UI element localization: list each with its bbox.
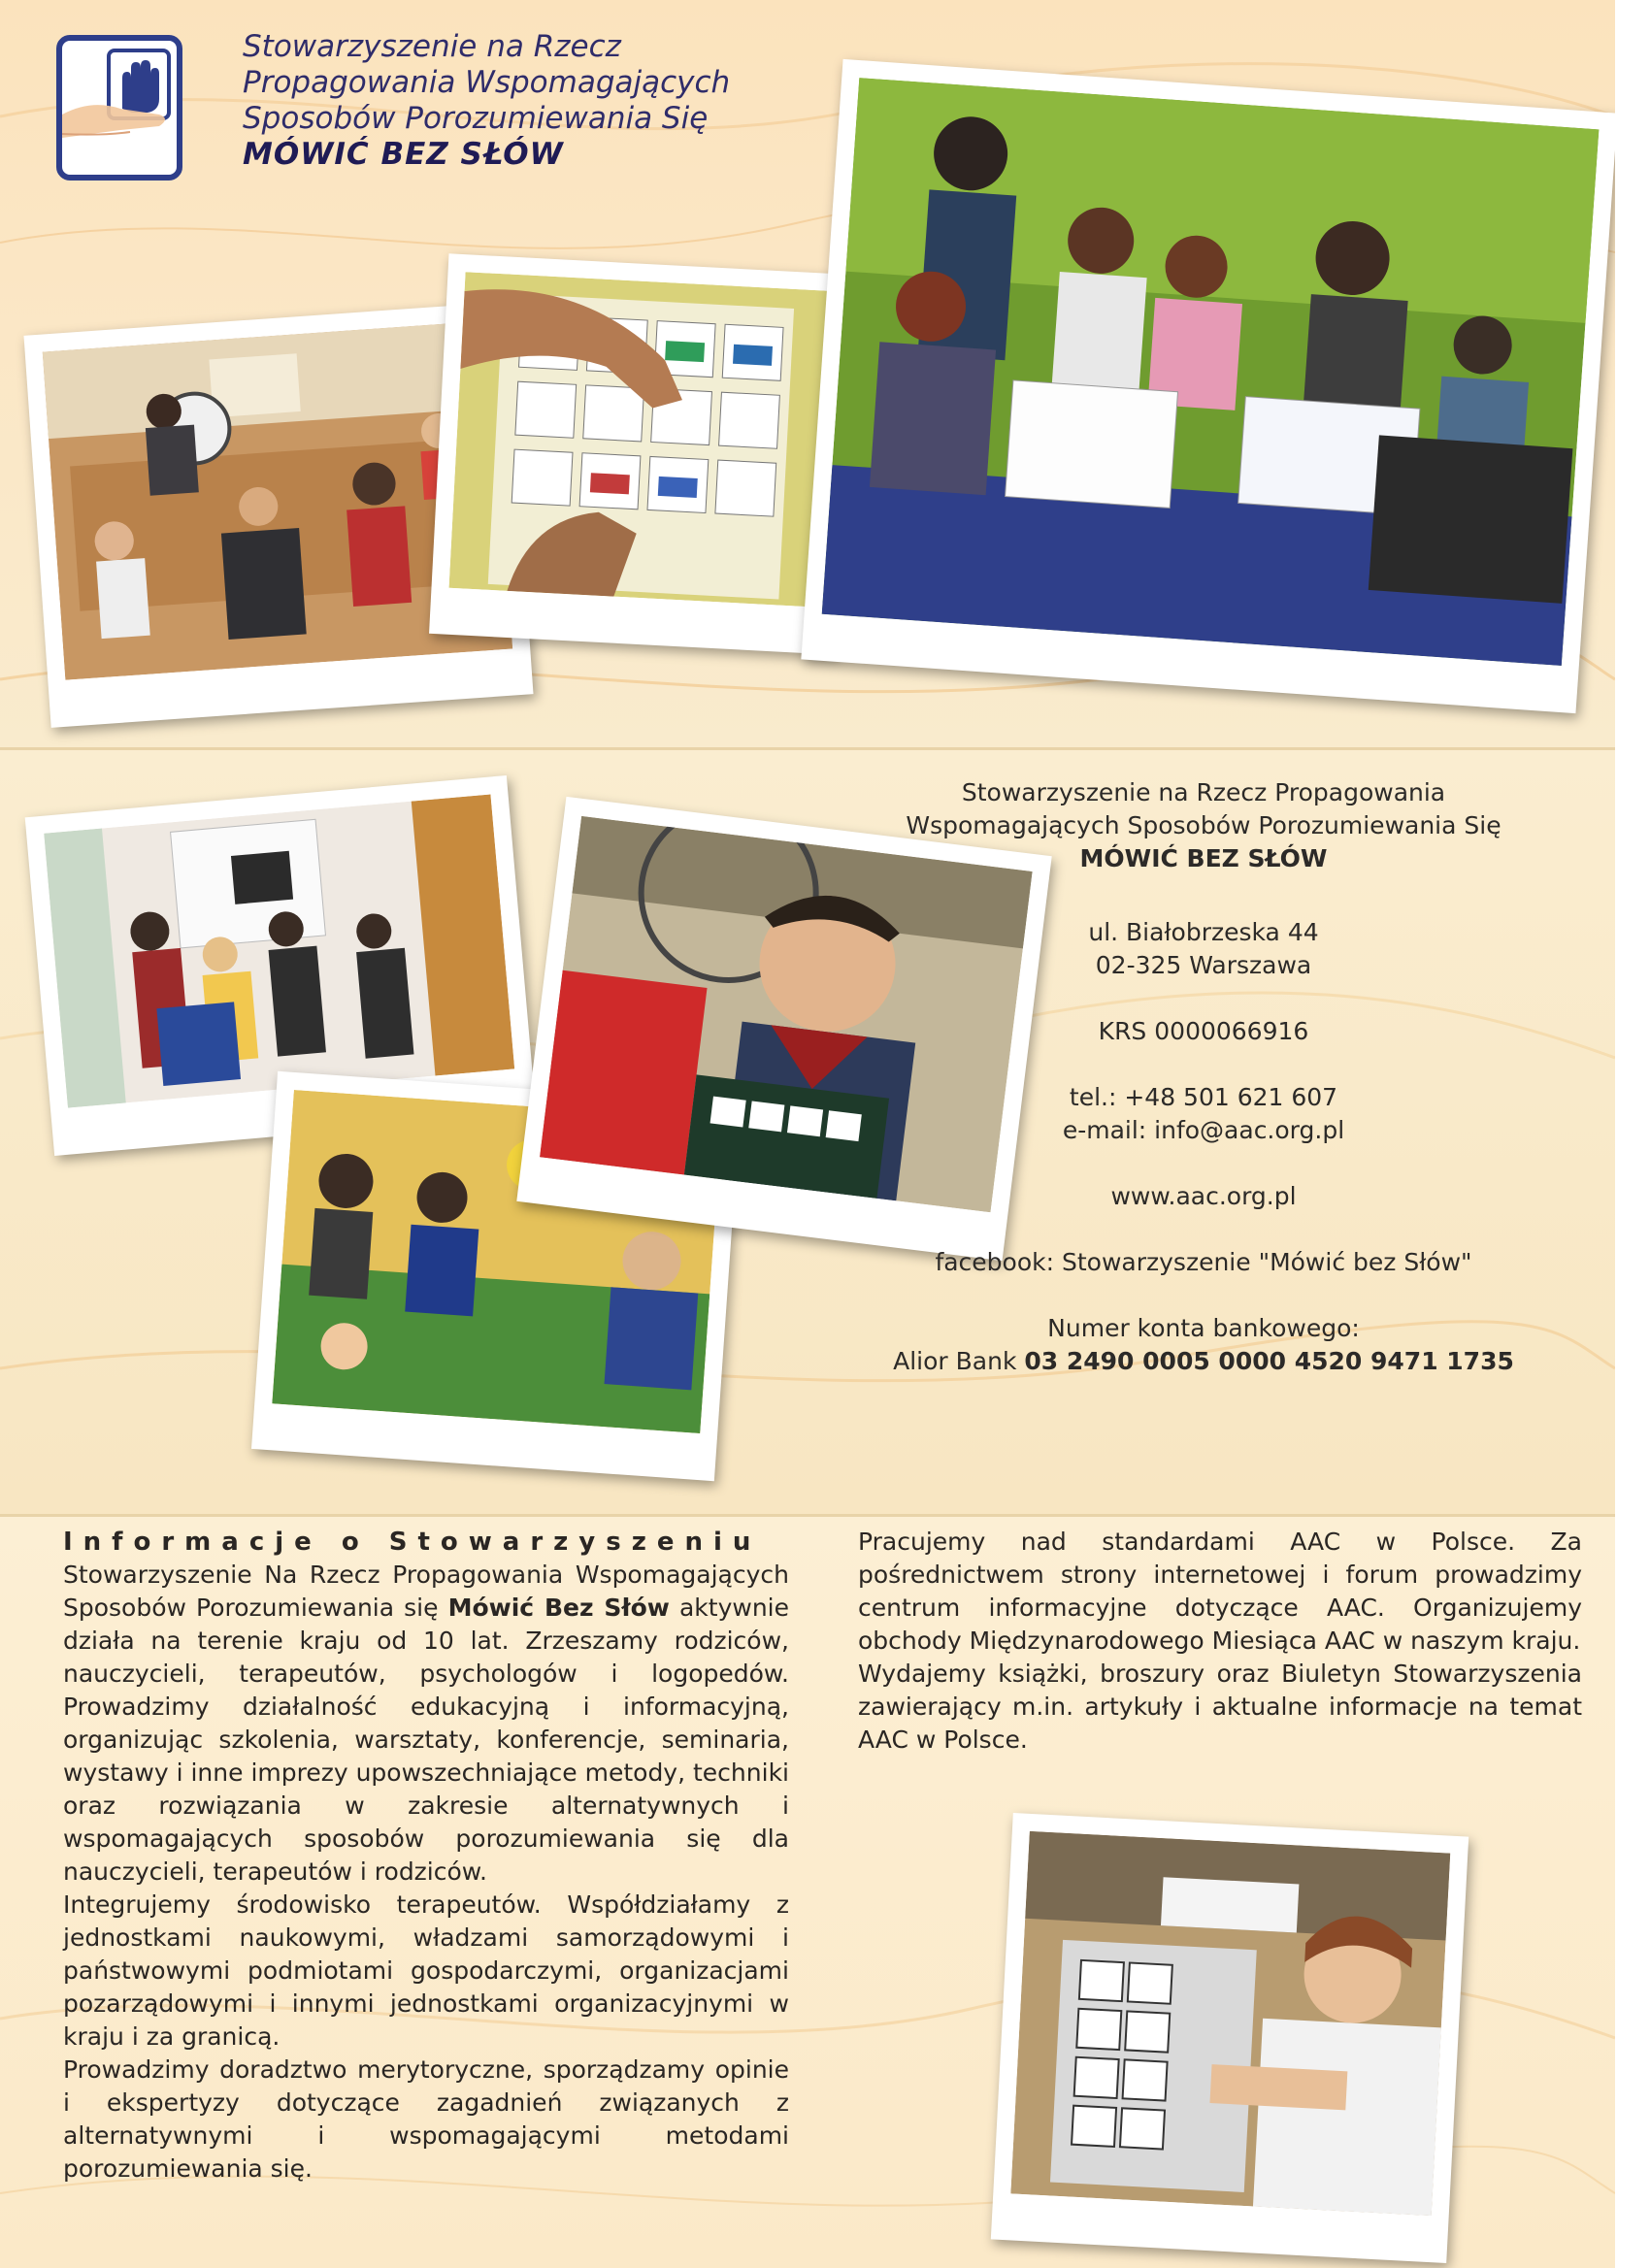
photo-pointing-at-symbols [429, 253, 856, 654]
info-paragraph-2: Integrujemy środowisko terapeutów. Współdziałamy z jednostkami naukowymi, władzami samorządowymi i państwowymi podmiotami gospodarczymi, organizacjami pozarządowymi i innymi jednostkami organizacyjnymi w kraju i za granicą. [63, 1890, 789, 2051]
contact-krs: KRS 0000066916 [1098, 1017, 1309, 1045]
photo-group-on-grass [801, 59, 1615, 713]
info-paragraph-4: Pracujemy nad standardami AAC w Polsce. Za pośrednictwem strony internetowej i forum prowadzimy centrum informacyjne dotyczące AAC. Organizujemy obchody Międzynarodowego Miesiąca AAC w naszym kraju. [858, 1528, 1582, 1655]
contact-bank-line [835, 1345, 1572, 1378]
contact-bank-label: Numer konta bankowego: [1047, 1314, 1360, 1342]
contact-website[interactable]: www.aac.org.pl [1110, 1182, 1297, 1210]
contact-org-line-1: Stowarzyszenie na Rzecz Propagowania [961, 778, 1446, 806]
contact-org-name: MÓWIĆ BEZ SŁÓW [1079, 844, 1328, 872]
contact-block [835, 776, 1572, 1378]
info-paragraph-1: Stowarzyszenie Na Rzecz Propagowania Wspomagających Sposobów Porozumiewania się Mówić Bez Słów aktywnie działa na terenie kraju od 10 lat. Zrzeszamy rodziców, nauczycieli, terapeutów, psychologów i logopedów. Prowadzimy działalność edukacyjną i informacyjną, organizując szkolenia, warsztaty, konferencje, seminaria, wystawy i inne imprezy upowszechniające metody, techniki oraz rozwiązania w zakresie alternatywnych i wspomagających sposobów porozumiewania się dla nauczycieli, terapeutów i rodziców. [63, 1561, 789, 1886]
contact-phone: tel.: +48 501 621 607 [1069, 1083, 1338, 1111]
info-title: Informacje o Stowarzyszeniu [63, 1528, 762, 1557]
contact-org-line-2: Wspomagających Sposobów Porozumiewania Się [906, 811, 1502, 839]
contact-street: ul. Białobrzeska 44 [1088, 918, 1319, 946]
contact-email[interactable]: e-mail: info@aac.org.pl [1062, 1116, 1345, 1144]
brand-title [243, 29, 864, 173]
info-column-right [858, 1526, 1582, 1757]
contact-bank-account: 03 2490 0005 0000 4520 9471 1735 [1024, 1347, 1514, 1375]
info-column-left [63, 1526, 789, 2186]
logo [56, 35, 182, 181]
brand-name: MÓWIĆ BEZ SŁÓW [243, 137, 564, 172]
scan-margin [1615, 0, 1650, 2268]
info-org-name: Mówić Bez Słów [447, 1594, 670, 1622]
photo-child-with-board [991, 1813, 1468, 2263]
contact-bank-name: Alior Bank [893, 1347, 1017, 1375]
info-paragraph-3: Prowadzimy doradztwo merytoryczne, sporządzamy opinie i ekspertyzy dotyczące zagadnień związanych z alternatywnymi i wspomagającymi metodami porozumiewania się. [63, 2055, 789, 2183]
brand-line-1: Stowarzyszenie na Rzecz [243, 29, 621, 64]
fold-line [0, 747, 1615, 750]
contact-city: 02-325 Warszawa [1095, 951, 1312, 979]
brand-line-3: Sposobów Porozumiewania Się [243, 101, 709, 136]
raised-hand-card-icon [62, 41, 177, 175]
top-panel [0, 0, 1615, 747]
info-paragraph-5: Wydajemy książki, broszury oraz Biuletyn Stowarzyszenia zawierający m.in. artykuły i aktualne informacje na temat AAC w Polsce. [858, 1660, 1582, 1754]
contact-facebook: facebook: Stowarzyszenie "Mówić bez Słów" [935, 1248, 1472, 1276]
fold-line [0, 1514, 1615, 1517]
brand-line-2: Propagowania Wspomagających [243, 65, 731, 100]
